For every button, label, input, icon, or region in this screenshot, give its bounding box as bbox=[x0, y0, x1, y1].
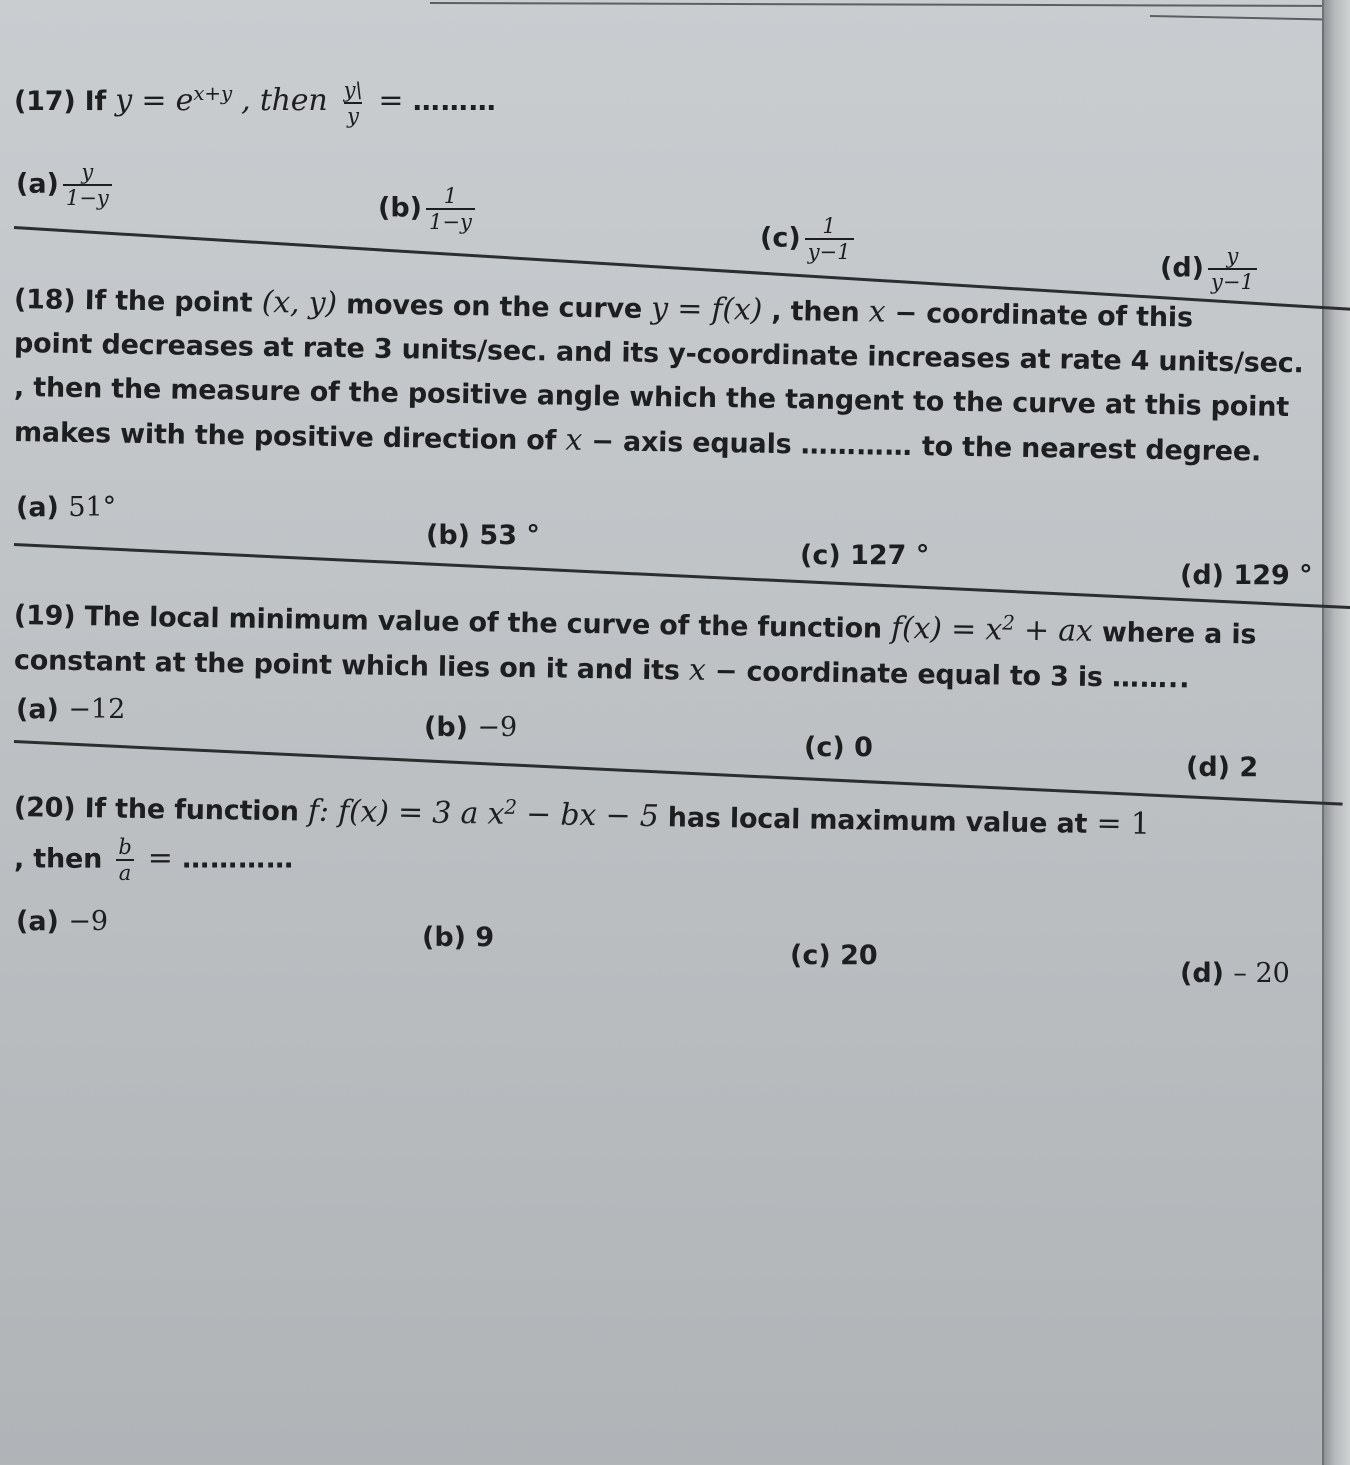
q18-option-c[interactable]: (c) 127 ° bbox=[800, 540, 930, 571]
question-number: (19) bbox=[13, 600, 76, 632]
q18-option-d[interactable]: (d) 129 ° bbox=[1180, 560, 1313, 591]
question-19 bbox=[13, 584, 1324, 695]
question-20-stem: (20) If the function f: f(x) = 3 a $x^2$ − bx − 5 has local maximum value at = 1 , then $\frac{b}{a}$ = ………… bbox=[13, 792, 1150, 885]
page-top-edge bbox=[0, 0, 1350, 30]
question-number: (17) bbox=[14, 86, 76, 117]
question-19-stem: (19) The local minimum value of the curve of the function $f(x) = x^2$ + ax where a is constant at the point which lies on it and its x − coordinate equal to 3 is …….. bbox=[13, 600, 1257, 695]
q19-option-c[interactable]: (c) 0 bbox=[804, 732, 873, 763]
q20-option-a[interactable]: (a) −9 bbox=[16, 906, 109, 937]
q17-option-a[interactable]: (a) $\frac{y}{1-y}$ bbox=[16, 160, 116, 210]
q17-option-d[interactable]: (d) $\frac{y}{y-1}$ bbox=[1160, 244, 1261, 294]
q20-option-b[interactable]: (b) 9 bbox=[422, 922, 495, 953]
sheet-edge bbox=[1322, 0, 1350, 1465]
question-17-stem: (17) If $y = e^{x+y}$ , then $\frac{y\backslash}{y}$ = ……… bbox=[14, 77, 497, 128]
question-18-stem: (18) If the point (x, y) moves on the curve y = f(x) , then x − coordinate of this point decreases at rate 3 units/sec. and its y-coordinate increases at rate 4 units/sec. , then the measure of the positive angle which the tangent to the curve at this point makes with the positive direction of x − axis equals ………… to the nearest degree. bbox=[13, 284, 1304, 468]
q19-option-b[interactable]: (b) −9 bbox=[424, 712, 518, 743]
q19-option-d[interactable]: (d) 2 bbox=[1186, 752, 1259, 783]
question-number: (20) bbox=[13, 792, 76, 824]
q17-option-c[interactable]: (c) $\frac{1}{y-1}$ bbox=[760, 214, 858, 264]
question-20 bbox=[14, 776, 1324, 885]
q20-option-c[interactable]: (c) 20 bbox=[790, 940, 878, 971]
q18-option-b[interactable]: (b) 53 ° bbox=[426, 520, 540, 551]
q19-option-a[interactable]: (a) −12 bbox=[16, 694, 126, 725]
question-17 bbox=[14, 70, 1324, 128]
question-18 bbox=[13, 276, 1324, 468]
fraction: $\frac{y\backslash}{y}$ bbox=[343, 77, 363, 128]
q20-option-d[interactable]: (d) – 20 bbox=[1180, 958, 1290, 989]
q17-option-b[interactable]: (b) $\frac{1}{1-y}$ bbox=[378, 184, 479, 234]
q18-option-a[interactable]: (a) 51° bbox=[16, 492, 117, 523]
question-number: (18) bbox=[13, 284, 76, 316]
